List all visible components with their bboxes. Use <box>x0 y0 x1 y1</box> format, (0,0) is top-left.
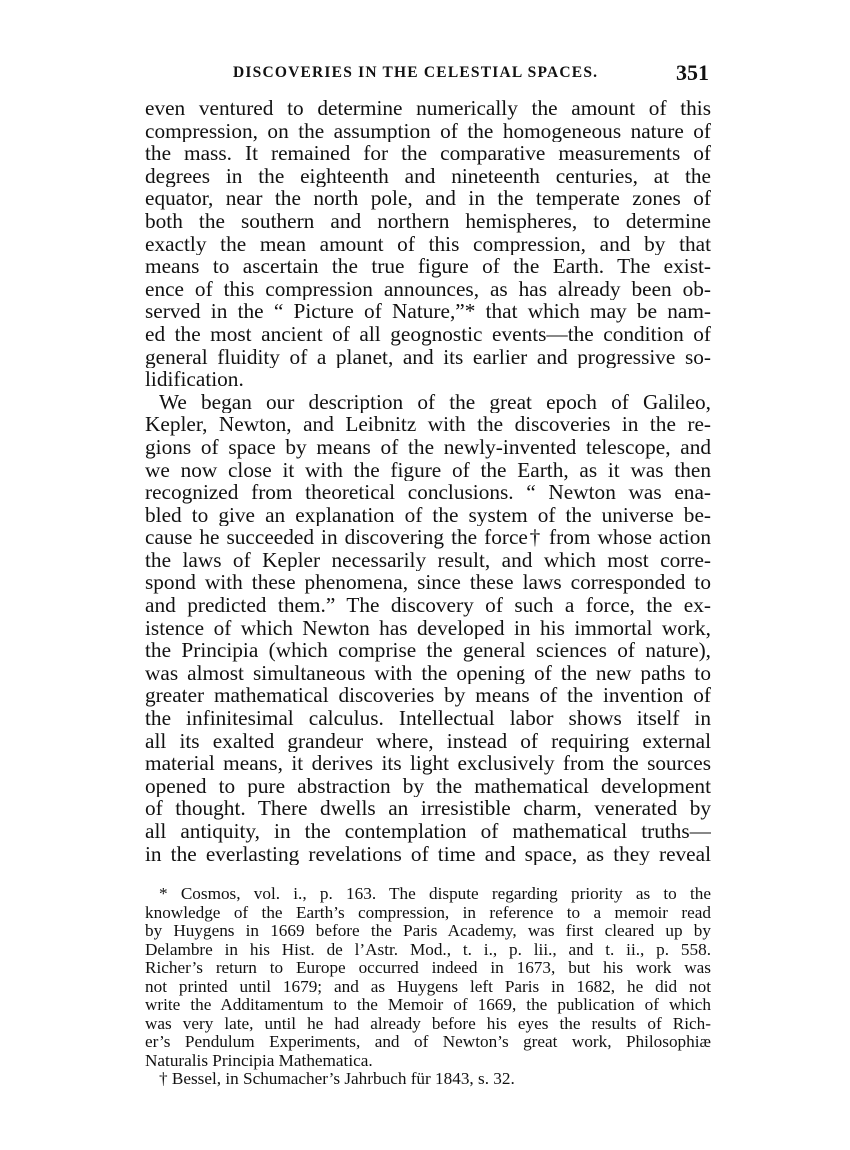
body-text <box>145 97 711 865</box>
running-head: DISCOVERIES IN THE CELESTIAL SPACES. <box>233 64 599 81</box>
text-line: even ventured to determine numerically the amount of this <box>145 97 711 120</box>
text-line: ed the most ancient of all geognostic events—the condition of <box>145 322 711 346</box>
text-line: Kepler, Newton, and Leibnitz with the discoveries in the re- <box>145 413 711 436</box>
text-line: general fluidity of a planet, and its earlier and progressive so- <box>145 345 711 369</box>
footnote-line: † Bessel, in Schumacher’s Jahrbuch für 1843, s. 32. <box>159 1070 515 1088</box>
footnote-line: write the Additamentum to the Memoir of 1669, the publication of which <box>145 996 711 1014</box>
text-line: served in the “ Picture of Nature,”* that which may be nam- <box>145 300 711 323</box>
text-line: cause he succeeded in discovering the force† from whose action <box>145 526 711 549</box>
text-line: degrees in the eighteenth and nineteenth centuries, at the <box>145 164 711 188</box>
footnotes <box>145 885 711 1089</box>
text-line: both the southern and northern hemispheres, to determine <box>145 209 711 233</box>
footnote-line: was very late, until he had already before his eyes the results of Rich- <box>145 1014 711 1033</box>
text-line: equator, near the north pole, and in the temperate zones of <box>145 187 711 210</box>
text-line: means to ascertain the true figure of the Earth. The exist- <box>145 255 711 278</box>
footnote-line: knowledge of the Earth’s compression, in reference to a memoir read <box>145 903 711 922</box>
text-line: ence of this compression announces, as has already been ob- <box>145 277 711 301</box>
text-line: of thought. There dwells an irresistible charm, venerated by <box>145 797 711 820</box>
footnote-line: Richer’s return to Europe occurred indeed in 1673, but his work was <box>145 959 711 977</box>
page-number: 351 <box>676 60 709 85</box>
text-line: was almost simultaneous with the opening of the new paths to <box>145 661 711 685</box>
text-line: recognized from theoretical conclusions. “ Newton was ena- <box>145 481 711 504</box>
text-line: the mass. It remained for the comparative measurements of <box>145 142 711 165</box>
text-line: greater mathematical discoveries by means of the invention of <box>145 684 711 708</box>
text-line: bled to give an explanation of the system of the universe be- <box>145 503 711 527</box>
page-header <box>145 60 711 90</box>
text-line: all its exalted grandeur where, instead of requiring external <box>145 729 711 753</box>
text-line: all antiquity, in the contemplation of mathematical truths— <box>145 820 711 843</box>
text-line: spond with these phenomena, since these laws corresponded to <box>145 571 711 595</box>
text-line: in the everlasting revelations of time and space, as they reveal <box>145 842 711 866</box>
text-line: the laws of Kepler necessarily result, and which most corre- <box>145 548 711 572</box>
text-line: compression, on the assumption of the homogeneous nature of <box>145 119 711 143</box>
text-line: gions of space by means of the newly-invented telescope, and <box>145 435 711 459</box>
text-line: the infinitesimal calculus. Intellectual labor shows itself in <box>145 707 711 730</box>
text-line: lidification. <box>145 368 244 391</box>
text-line: the Principia (which comprise the general sciences of nature), <box>145 639 711 662</box>
text-line: material means, it derives its light exclusively from the sources <box>145 752 711 775</box>
footnote-line: * Cosmos, vol. i., p. 163. The dispute regarding priority as to the <box>159 885 711 903</box>
paragraph-2 <box>145 391 711 865</box>
footnote-line: by Huygens in 1669 before the Paris Academy, was first cleared up by <box>145 922 711 940</box>
footnote-line: Naturalis Principia Mathematica. <box>145 1051 373 1070</box>
text-line: we now close it with the figure of the Earth, as it was then <box>145 458 711 482</box>
footnote-line: er’s Pendulum Experiments, and of Newton’s great work, Philosophiæ <box>145 1033 711 1051</box>
text-line: istence of which Newton has developed in his immortal work, <box>145 616 711 640</box>
footnote-line: Delambre in his Hist. de l’Astr. Mod., t. i., p. lii., and t. ii., p. 558. <box>145 940 711 959</box>
text-line: exactly the mean amount of this compression, and by that <box>145 232 711 256</box>
text-line: opened to pure abstraction by the mathematical development <box>145 774 711 798</box>
text-line: and predicted them.” The discovery of such a force, the ex- <box>145 594 711 617</box>
footnote-line: not printed until 1679; and as Huygens left Paris in 1682, he did not <box>145 977 711 996</box>
text-line: We began our description of the great epoch of Galileo, <box>159 390 711 414</box>
paragraph-1 <box>145 97 711 391</box>
